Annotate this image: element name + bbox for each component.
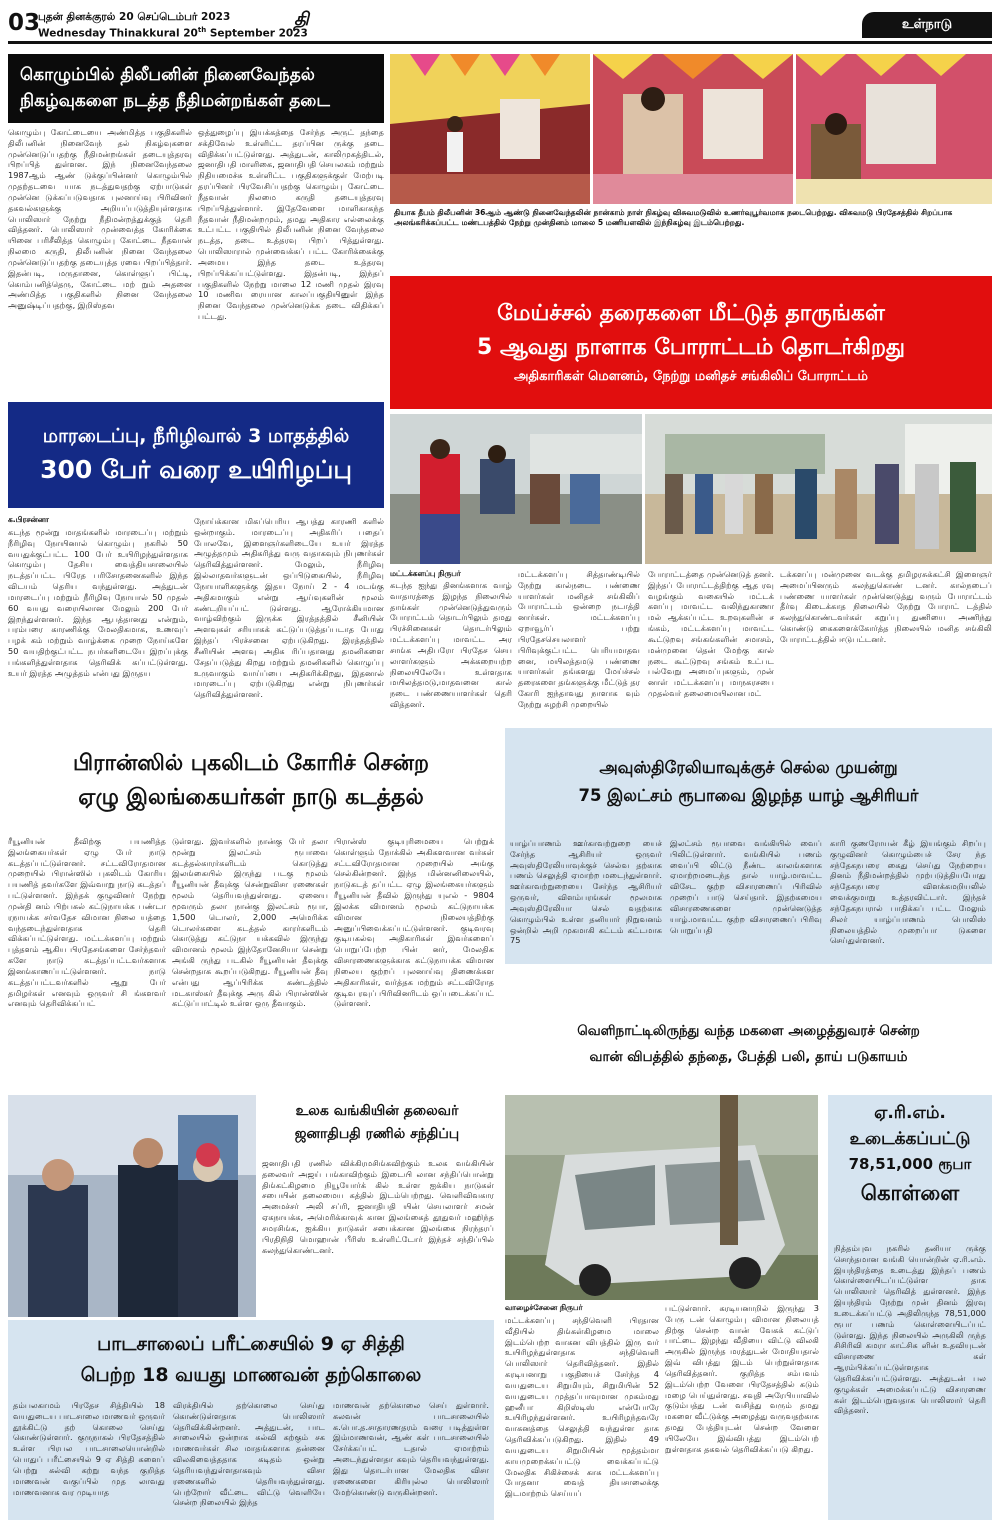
- story4-headline-line1: பிரான்ஸில் புகலிடம் கோரிச் சென்ற: [73, 750, 429, 776]
- masthead-date-rest: September 2023: [206, 27, 308, 40]
- story6-column-2: பட்டுள்ளார். கரடியனாறில் இருந்து 3 பேரு டன் கொழும்பு விமான நிலையத் திற்கு சென்ற வான் வேகக் கட்டுப் பாட்டை இழந்து வீதியை விட்டு விலகி அருகில் இருந்த மரத்துடன் மோதியதால் இவ் விபத்து இடம் பெற்றுள்ளதாக தெரிவித்தனர். குறித்த சம்பவம் இடம்பெற்ற வேளை பிரதேசத்தில் கடும் மழை பெய்துள்ளது. சவுதி அரேபியாவில் குடும்பத்து டன் வசித்து வரும் தமது மகளை வீட்டுக்கு அழைத்து வருவதற்காக தமது பேத்தியுடன் சென்ற வேளை யிலேயே இவ்விபத்து இடம்பெற் றுள்ளதாக தகவல் தெரிவிக்கப்படு கிறது.: [665, 1303, 819, 1454]
- memorial-photo-3-image: [796, 54, 992, 204]
- story1-column-2: ஒத்துழைப்பு இயக்கத்தை சேர்ந்த அருட் தந்தை சக்திவேல் உள்ளிட்ட தரப்பின ருக்கு தடை விதிக்கப்பட்டுள்ளது. அத்துடன், காலிமுகத்திடல், ஜனாதிபதி மாளிகை, ஜனாதிபதி செயலகம் மற்றும் நிதியமைச்சு உள்ளிட்ட பகுதிகளுக்குள் மேற்படி தரப்பினர் பிரவேசிப்பதற்கு கொழும்பு கோட்டை நீதவான் நிலமை கருதி தடையுத்தரவு பிறப்பித்துள்ளார். இதேவேளை மாளிகாகந்த நீதவான் நீதிமன்றமும், தமது அதிகார எல்லைக்கு உட்பட்ட பகுதியில் திலீபனின் நினை வேந்தலை நடத்த, தடை உத்தரவு பிறப் பித்துள்ளது. பொலிஸாரால் முன்வைக்கப் பட்ட கோரிக்கைக்கு அமைய இந்த தடை உத்தரவு பிறப்பிக்கப்பட்டுள்ளது. இதன்படி, இந்தப் பகுதிகளில் நேற்று மாலை 12 மணி முதல் இரவு 10 மணிவ ரையான காலப்பகுதியினுள் இந்த நினை வேந்தலை முன்னெடுக்க தடை விதிக்கப் பட்டது.: [198, 127, 384, 322]
- story3-byline: க.பிரசன்னா: [8, 515, 49, 524]
- van-accident-photo: [505, 1095, 818, 1300]
- story4-column-2: டுள்ளது. இவர்களில் நான்கு பேர் தலா மூன்று இலட்சம் ரூபாவை கடத்தல்காரர்களிடம் கொடுத்து இலங்கையில் இருந்து படகு மூலம் ரீயூனியன் தீவுக்கு சென்றுவிசா ரணைகள் மூலம் தெரியவந்துள்ளது. ஏனைய மூவரும் தலா நான்கு இலட்சம் ரூபா, 1,500 டொலர், 2,000 அமெரிக்க டொலர்களை கடத்தல் காரர்களிடம் கொடுத்து கட்டுநா யக்கவில் இருந்து விமானம் மூலம் இந்தோனேசியா சென்று அங்கி ருந்து படகில் ரீயூனியன் தீவுக்கு சென்றதாக கூறப்படுகிறது. ரீயூனியன் தீவு என்பது ஆப்பிரிக்க கண்டத்தில் மடகாஸ்கர் தீவுக்கு அரு கில் பிரான்ஸின் கட்டுப்பாட்டில் உள்ள ஒரு தீவாகும்.: [172, 836, 328, 1009]
- story5-column-3: காரி குணரோயன் கீழ் இயங்கும் சிறப்பு குழுவினர் கொழும்பைச் சேர ந்த சந்தேகநபரை கைது செய்து நேற்றைய தினம் நீதிமன்றத்தில் முற்படுத்தியபோது சந்தேகநபரை விளக்கமறியலில் வைக்குமாறு உத்தரவிட்டார். இந்தச் சந்தேகநபரால் பாதிக்கப் பட்ட மேலும் சிலர் யாழ்ப்பாணம் பொலிஸ் நிலையத்தில் முறைப்பா டுகளை செய்துள்ளனர்.: [830, 838, 986, 946]
- story9-headline: [8, 1322, 494, 1397]
- memorial-photo-2: [593, 54, 793, 204]
- story6-headline-line2: வான் விபத்தில் தந்தை, பேத்தி பலி, தாய் படுகாயம்: [589, 1049, 908, 1065]
- story4-headline-line2: ஏழு இலங்கையர்கள் நாடு கடத்தல்: [78, 785, 424, 810]
- memorial-photo-3: [796, 54, 992, 204]
- story9-column-2: விரக்தியில் தற்கொலை செய்து கொண்டுள்ளதாக பொலிஸார் தெரிவிக்கின்றனர். அத்துடன், பாட சாலையில் ஒன்றாக கல்வி கற்கும் சக மாணவர்கள் சில மாதங்களாக தன்னை விலகிவைத்ததாக கடிதம் ஒன்று தெரியவந்துள்ளதாகவும் விசா ரணைகளில் தெரியவந்துள்ளது. பெற்றோர் வீட்டை விட்டு வெளியே சென்ற நிலையில் இந்த: [173, 1400, 325, 1508]
- protest-photo-1: [390, 414, 642, 564]
- memorial-photo-caption: தியாக தீபம் திலீபனின் 36ஆம் ஆண்டு நினைவேந்தலின் நான்காம் நாள் நிகழ்வு விசுவமடுவில் உணர்வுபூர்வமாக நடைபெற்றது. விசுவமடு பிரதேசத்தில் சிறப்பாக அலங்கரிக்கப்பட்ட மண்டபத்தில் நேற்று முன்தினம் மாலை 5 மணியளவில் இந்நிகழ்வு இடம்பெற்றது.: [394, 208, 953, 227]
- story1-headline-line2: நிகழ்வுகளை நடத்த நீதிமன்றங்கள் தடை: [20, 90, 330, 111]
- page-number: 03: [8, 10, 41, 36]
- story4-headline: [8, 732, 494, 830]
- story9-box: [8, 1320, 494, 1520]
- story8-body: நித்தம்புவ நகரில் தனியா ருக்கு சொந்தமான வங்கி யொன்றின் ஏ.ரி.எம். இயந்திரத்தை உடைத்து இந்தப் பணம் கொள்ளையிடப்பட்டுள்ள தாக பொலிஸார் தெரிவித் துள்ளனர். இந்த இயந்திரம் நேற்று முன் தினம் இரவு உடைக்கப்பட்டு அதிலிருந்த 78,51,000 ரூபா பணம் கொள்ளையிடப்பட் டுள்ளது. இந்த நிலையில் அருகிலி ருந்த சிசிரிவி கமரா காட்சிக ளின் உதவியுடன் விசாரணை கள் ஆரம்பிக்கப்பட்டுள்ளதாக தெரிவிக்கப்பட்டுள்ளது. அத்துடன் பல குழுக்கள் அமைக்கப்பட்டு விசாரணை கள் இடம்பெறுவதாக பொலிஸார் தெரி வித்தனர்.: [834, 1243, 986, 1416]
- story9-headline-line2: பெற்ற 18 வயது மாணவன் தற்கொலை: [80, 1363, 422, 1386]
- president-meeting-photo: [8, 1095, 256, 1317]
- story2-headline: [390, 276, 992, 409]
- story5-headline-line1: அவுஸ்திரேலியாவுக்குச் செல்ல முயன்று: [599, 757, 898, 777]
- protest-photo-2: [645, 414, 992, 564]
- thinakkural-logo: [294, 9, 318, 37]
- story1-column-1: கொழும்பு கோட்டையை அண்மித்த பகுதிகளில் திலீபனின் நினைவேந் தல் நிகழ்வுகளை முன்னெடுப்பதற்கு நீதிமன்றங்கள் தடையுத்தரவு பிறப்பித் துள்ளன. இந் நினைவேந்தலை 1987ஆம் ஆண் டுக்குப்பின்னர் கொழும்பில் முதற்தடவை யாக நடத்துவதற்கு ஏற்பாடுகள் முன்னெ டுக்கப்படுவதாக புலனாய்வு பிரிவினர் தகவல்களுக்கு அறியப்படுத்தியுள்ளதாக பொலிஸார் நேற்று நீதிமன்றத்துக்குத் தெரி வித்தனர். பொலிஸார் முன்வைத்த கோரிக்கை யினை பரிசீலித்த கொழும்பு கோட்டை நீதவான் நிலமை கருதி, திலீபனின் நினை வேந்தலை முன்னெடுப்பதற்கு தடையுத்த ரவை பிறப்பித்தார். இதன்படி, மருதானை, கொள்ளுப் பிட்டி, கொம்பனித்தெரு, கோட்டை மற் றும் அதனை அண்மித்த பகுதிகளில் நினை வேந்தலை அனுஷ்டிப்பதற்கு, இறிஸ்தவ: [8, 127, 192, 311]
- president-meeting-photo-image: [8, 1095, 256, 1317]
- story7-headline-line2: ஜனாதிபதி ரணில் சந்திப்பு: [294, 1126, 460, 1143]
- story5-column-1: யாழ்ப்பாணம் ஊர்காவற்றுறை யைச் சேர்ந்த ஆசிரியர் ஒருவர் அவுஸ்திரேலியாவுக்குச் செல்வ தற்காக பணம் செலுத்தி ஏமாற்ற மடைந்துள்ளார். ஊர்காவற்றுறையை சேர்ந்த ஆசிரியர் ஒருவர், விளம்பரங்கள் மூலமாக அவுஸ்திரேலியா செல் வதற்காக கொழும்பில் உள்ள தனியார் நிறுவனம் ஒன்றில் அறி முகமாகி கட்டம் கட்டமாக 75: [510, 838, 662, 946]
- story4-column-1: ரீயூனியன் தீவிற்கு பயணித்த இலங்கையர்கள் ஏழு பேர் நாடு கடத்தப்பட்டுள்ளனர். சட்டவிரோதமான முறையில் பிரான்ஸில் புகலிடம் கோரிய பயணித் தவர்களே இவ்வாறு நாடு கடத்தப் பட்டுள்ளனர். இந்தக் குழுவினர் நேற்று முன்தி னம் பிற்பகல் கட்டுநாயக்க பண்டா ரநாயக்க சர்வதேச விமான நிலை யத்தை வந்தடைந்துள்ளதாக தெரி விக்கப்பட்டுள்ளது. மட்டக்களப்பு மற்றும் புத்தளம் ஆகிய பிரதேசங்களை சேர்ந்தவர் களே நாடு கடத்தப்பட்டவர்களாக இனங்காணப்பட்டுள்ளனர். நாடு கடத்தப்பட்டவர்களில் ஆறு பேர் தமிழர்கள் எனவும் ஒருவர் சி ங்களவர் எனவும் தெரிவிக்கப்பட்: [8, 836, 166, 1009]
- masthead-date-main: Wednesday Thinakkural 20: [38, 27, 198, 40]
- protest-photo-2-image: [645, 414, 992, 564]
- story6-headline: [505, 1010, 992, 1080]
- story8-box: [828, 1095, 992, 1520]
- story3-column-1: கடந்த மூன்று மாதங்களில் மாரடைப்பு மற்றும் நீரிழிவு நோயினால் கொழும்பு நகரில் 50 வயதுக்குட்பட்ட 100 பேர் உயிரிழந்துள்ளதாக கொழும்பு தேசிய வைத்தியசாலையில் நடத்தப்பட்ட பிரேத பரிசோதனைகளில் இந்த விடயம் தெரிய வந்துள்ளது. அத்துடன் மாரடைப்பு மற்றும் நீரிழிவு நோயால் 50 முதல் 60 வயது வரையிலான மேலும் 200 பேர் இறந்துள்ளனர். இந்த ஆபத்தானது என்றும், பரம்பரை காரணிக்கு மேலதிகமாக, உணவுப் பழக் கம் மற்றும் வாழ்க்கை முறை நோய்களே 50 வயதிற்குட்பட்ட நபர்களிடையே இறப்புக்கு பங்களித்துள்ளதாக தெரிவிக் கப்பட்டுள்ளது. உயர் இரத்த அழுத்தம் என்பது இருதய: [8, 527, 188, 678]
- section-label: உள்நாடு: [901, 17, 953, 32]
- story2-byline: மட்டக்களப்பு நிருபர்: [390, 569, 461, 578]
- masthead-date-tamil: புதன் தினக்குரல் 20 செப்டெம்பர் 2023: [38, 11, 231, 23]
- story6-headline-line1: வெளிநாட்டிலிருந்து வந்த மகளை அழைத்துவரச் சென்ற: [577, 1023, 920, 1040]
- story8-headline-line2: உடைக்கப்பட்டு: [849, 1128, 971, 1149]
- memorial-photo-1: [390, 54, 590, 204]
- story5-column-2: இலட்சம் ரூபாவை வங்கியில் வைப் பிலிட்டுள்ளார். வங்கியில் பணம் வைப்பி லிட்டு நீண்ட காலங்களாக ஏமாற்றமடைந்த தால் யாழ்.மாவட்ட விசேட குற்ற விசாரணைப் பிரிவில் முறைப் பாடு செய்தார். இதற்கமைய விசாரணைகளை முன்னெடுத்த யாழ்.மாவட்ட குற்ற விசாரணைப் பிரிவு பொறுப்பதி: [670, 838, 822, 935]
- story8-headline-line3: 78,51,000 ரூபா: [848, 1155, 972, 1173]
- story2-column-2: மட்டக்களப்பு சித்தாண்டியில் நேற்று கால்நடை பண்ணை யாளர்கள் மனிதச் சங்கிலிப் போராட்டம் ஒன்றை நடாத்தி னார்கள். மட்டக்களப்பு ஏறாவூர்ப் பற்று பிரதேசசெயலாளர் பிரிவுக்குட்பட்ட பெரியமாதவ னை, மயிலத்தமடு பண்ணை யாளர்கள் தங்களது மேய்ச்சல் தரைகளை தங்களுக்கு மீட்டுத் தர கோரி ஐந்தாவது நாளாக வும் நேற்று சுழற்சி முறையில்: [518, 569, 640, 709]
- story1-headline: [8, 54, 384, 123]
- story3-headline-line1: மாரடைப்பு, நீரிழிவால் 3 மாதத்தில்: [42, 425, 350, 448]
- story8-headline: [828, 1101, 992, 1209]
- story2-headline-line2: 5 ஆவது நாளாக போராட்டம் தொடர்கிறது: [476, 335, 906, 361]
- story3-column-2: நோய்க்கான மிகப்பெரிய ஆபத்து காரணி களில் ஒன்றாகும். மாரடைப்பு அதிகரிப் பதைப் போலவே, இளைஞர்களிடையே உயர் இரத்த அழுத்தமும் அதிகரித்து வரு வதாகவும் நிபுணர்கள் தெரிவித்துள்ளனர். மேலும், நீரிழிவு இல்லாதவர்களுடன் ஒப்பிடுகையில், நீரிழிவு நோயாளிகளுக்கு இதய நோய் 2 - 4 மடங்கு அதிகமாகும் என்று ஆய்வுகளின் மூலம் கண்டறியப்பட் டுள்ளது. ஆரோக்கியமான வாழ்விற்கும் இருக்க இரத்தத்தில் சீனியின் அளவுகள் சரியாகக் கட்டுப்படுத்தப்படாத போது இந்தப் பிரச்சனை ஏற்படுகிறது. இரத்தத்தில் சீனியின் அளவு அதிக ரிப்பதானது தமனிகளை சேதப்படுத்து கிறது மற்றும் தமனிகளில் கொழுப்பு உருவாகும் வாய்ப்பை அதிகரிக்கிறது, இதனால் மாரடைப்பு ஏற்படுகிறது என்று நிபுணர்கள் தெரிவித்துள்ளனர்.: [194, 516, 384, 700]
- logo-letter: தி: [294, 9, 309, 30]
- story2-column-3: போராட்டத்தை முன்னெடுத் தனர். இந்தப் போராட்டத்திற்கு ஆத ரவு வழங்கும் வகையில் மட்டக் களப்பு மாவட்ட வலிந்துகாணா மல் ஆக்கப்பட்ட உறவுகளின் ச ங்கம், மட்டக்களப்பு மாவட்ட கூட்டுறவு சங்கங்களின் சமாசம், மன்முனை தென் மேற்கு கால் நடை கூட்டுறவு சங்கம் உட்பட பல்வேறு அமைப்புகளும், முன் னாள் மட்டக்களப்பு மாநகரசபை முதல்வர் தலைமையிலான மட்: [648, 569, 774, 699]
- story5-headline-line2: 75 இலட்சம் ரூபாவை இழந்த யாழ் ஆசிரியர்: [578, 786, 919, 805]
- story5-headline: [505, 732, 992, 832]
- story6-byline: வாழைச்சேனை நிருபர்: [505, 1303, 583, 1312]
- story2-subhead: அதிகாரிகள் மௌனம், நேற்று மனிதச் சங்கிலிப் போராட்டம்: [513, 368, 869, 384]
- section-badge: [862, 12, 992, 38]
- story4-column-3: பிரான்ஸ் குடியுரிமையை பெற்றுக் கொள்ளும் நோக்கில் அகிகளவான வர்கள் சட்டவிரோதமான முறையில் அங்கு செல்கின்றனர். இந்த மின்னனிலையில், நாடுகடத் தப்பட்ட ஏழு இலங்கையர்களும் ரீயூனியன் தீவில் இருந்து யுஎல் - 9804 இலக்க விமானம் மூலம் கட்டுநாயக்க விமான நிலையத்திற்கு அனுப்பிவைக்கப்பட்டுள்ளனர். குடிவரவு குடியகல்வு அதிகாரிகள் இவர்களைப் பொறுப்பேற்ற பின் னர், மேலதிக விசாரணைகளுக்காக கட்டுநாயக்க விமான நிலைய குற்றப் புலனாய்வு திணைக்கள அதிகாரிகள், வர்த்தக மற்றும் சட்டவிரோத குடிவ ரவுப் பிரிவினரிடம் ஒப்படைக்கப்பட் டுள்ளனர்.: [334, 836, 494, 1009]
- story9-column-3: மாணவன் தற்கொலை செய் துள்ளார். கலவன் பாடசாலையில் க.பொ.த.சாதாரணதரம் வரை படித்துள்ள இம்மாணவன், ஆண் கள் பாடசாலையில் சேர்க்கப்பட் டதால் ஏமாற்றம் அடைந்துள்ளதா கவும் தெரியவந்துள்ளது. இது தொடர்பான மேலதிக விசா ரணைகளை கிரியுல்ல பொலிஸார் மேற்கொண்டு வருகின்றனர்.: [333, 1400, 489, 1497]
- story6-column-1: மட்டக்களப்பு சந்திவெளி பிரதான வீதியில் திங்கள்கிழமை மாலை இடம்பெற்ற வாகன விபத்தில் இரு வர் உயிரிழந்துள்ளதாக சந்திவெளி பொலிஸார் தெரிவித்தனர். இதில் கரடியனாறு பகுதியைச் சேர்ந்த 4 வயதுடைய சிறுமியும், சிறுமியின் 52 வயதுடைய முத்தப்பாவுமான முகம்மது ஹனீபா கிறிஸ்டிஸ் என்போரே உயிரிழந்துள்ளனர். உயிரிழந்தவரே வாகனத்தை செலுத்தி வந்துள்ள தாக தெரிவிக்கப்படுகிறது. இதில் 49 வயதுடைய சிறுமியின் மூத்தம்மா காயமுறைக்கப்பட்டு வைக்கப்பட்டு மேலதிக சிகிச்சைக் காக மட்டக்களப்பு போதனா வைத் தியசாலைக்கு இடமாற்றம் செய்யப்: [505, 1315, 659, 1499]
- masthead-date-english: [38, 26, 308, 40]
- story7-headline: [262, 1100, 492, 1154]
- story7-headline-line1: உலக வங்கியின் தலைவர்: [295, 1103, 459, 1119]
- story3-headline-line2: 300 பேர் வரை உயிரிழப்பு: [40, 455, 352, 485]
- masthead-date-sup: th: [197, 26, 207, 34]
- story8-headline-line4: கொள்ளை: [860, 1180, 960, 1205]
- story2-headline-line1: மேய்ச்சல் தரைகளை மீட்டுத் தாருங்கள்: [497, 301, 885, 327]
- story2-column-4: டக்களப்பு மன்முனை வடக்கு தமிழரசுக்கட்சி இளைஞர் அமைப்பினரும் கலந்துகொண் டனர். கால்நடைப் பண்ணை யாளர்கள் முன்னெடுத்து வரும் போராட்டம் தீர்வு கிடைக்காத நிலையில் நேற்று போராட் டத்தில் கலந்துகொண்டவர்கள் கறுப்பு துணியை அணிந்து கொண்டு கைகளைக்கோர்த்த நிலையில் மனித சங்கிலி போராட்டத்தில் ஈடுபட்டனர்.: [780, 569, 992, 644]
- story5-box: [505, 728, 992, 964]
- van-accident-photo-image: [505, 1095, 818, 1300]
- protest-photo-1-image: [390, 414, 642, 564]
- story9-column-1: தம்பலகாமம் பிரதேச சித்தியில் 18 வயதுடைய பாடசாலை மாணவர் ஒருவர் தூக்கிட்டு தற் கொலை செய்து கொண்டுள்ளார். குருநாகல் பிரதேசத்தில் உள்ள பிரபல பாடசாலையொன்றில் பொதுப் பரீட்சையில் 9 ஏ சித்தி களைப் பெற்று கல்வி கற்று வந்த குறித்த மாணவன் வகுப்பில் முத லாவது மாணவனாக வர முடியாத: [13, 1400, 165, 1497]
- memorial-photo-1-image: [390, 54, 590, 204]
- story1-headline-line1: கொழும்பில் திலீபனின் நினைவேந்தல்: [20, 65, 315, 85]
- story7-body: ஜனாதிபதி ரணில் விக்கிரமசிங்கவிற்கும் உலக வங்கியின் தலைவர் அஜய் பங்காவிற்கும் இடையி லான சந்திப்பொன்று திங்கட்கிழமை நியூயோர்க் கில் உள்ள ஐக்கிய நாடுகள் சபையின் தலைமைய கத்தில் இடம்பெற்றது. வெளிவிவகார அமைச்சர் அலி சப்ரி, ஜனாதிபதி யின் செயலாளர் சமன் ஏகநாயக்க, அமெரிக்காவுக் கான இலங்கைத் தூதுவர் மஹிந்த சமரசிங்க, ஐக்கிய நாடுகள் சபைக்கான இலங்கை நிரந்தரப் பிரதிநிதி மொஹான் பீரிஸ் உள்ளிட்டோர் இந்தச் சந்திப்பில் கலந்துகொண்டனர்.: [262, 1158, 494, 1255]
- story8-headline-line1: ஏ.ரி.எம்.: [874, 1103, 946, 1123]
- story3-headline: [8, 402, 384, 508]
- masthead: [8, 8, 992, 44]
- memorial-photo-2-image: [593, 54, 793, 204]
- story9-headline-line1: பாடசாலைப் பரீட்சையில் 9 ஏ சித்தி: [97, 1333, 405, 1356]
- story2-column-1: கடந்த ஐந்து தினங்களாக வாழ் வாதாரத்தை இழந்த நிலையில் தாங்கள் முன்னெடுத்துவரும் போராட்டம் தொடர்பிலும் தமது பிரச்சினைகள் தொடர்பிலும் மட்டக்களப்பு மாவட்ட அர சாங்க அதிபரோ பிரதேச செய லாளர்களும் அக்கறையற்ற நிலையிலேயே உள்ளதாக மயிலத்தமடு,மாதவனை கால் நடை பண்ணையாளர்கள் தெரி வித்தனர்.: [390, 580, 512, 710]
